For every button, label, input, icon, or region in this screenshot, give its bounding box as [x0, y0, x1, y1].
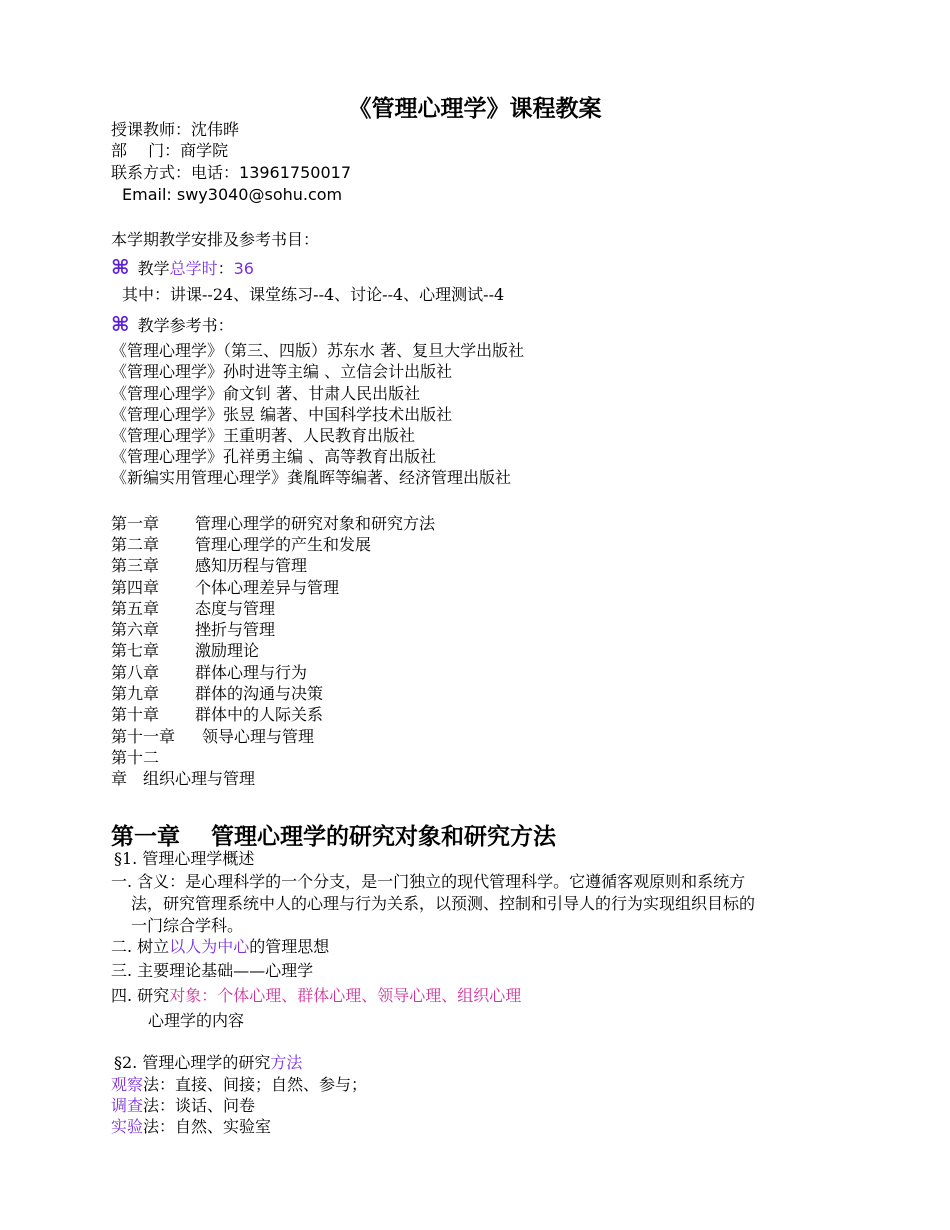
section-1-heading: §1. 管理心理学概述 — [114, 849, 255, 868]
book-item: 《管理心理学》孙时进等主编 、立信会计出版社 — [111, 362, 453, 381]
item-3: 三. 主要理论基础——心理学 — [111, 961, 314, 980]
chapter-number: 第九章 — [111, 684, 160, 703]
item-2 — [111, 937, 329, 957]
department-line: 部 门：商学院 — [111, 141, 229, 160]
chapter-name: 群体心理与行为 — [195, 663, 308, 682]
item-4 — [111, 986, 521, 1006]
chapter-number: 第六章 — [111, 620, 160, 639]
chapter-1-heading: 第一章 管理心理学的研究对象和研究方法 — [111, 823, 557, 850]
chapter-name: 管理心理学的研究对象和研究方法 — [195, 514, 436, 533]
method-name: 调查 — [111, 1096, 144, 1115]
method-item — [111, 1117, 271, 1137]
book-item: 《管理心理学》王重明著、人民教育出版社 — [111, 426, 416, 445]
chapter-item — [111, 684, 323, 704]
chapter-name: 个体心理差异与管理 — [195, 578, 340, 597]
email-line: Email: swy3040@sohu.com — [122, 185, 343, 204]
section-2-prefix: §2. 管理心理学的研究 — [114, 1053, 271, 1072]
item-2-prefix: 二. 树立 — [111, 937, 170, 956]
contact-line — [111, 163, 351, 183]
book-item: 《管理心理学》（第三、四版）苏东水 著、复旦大学出版社 — [111, 341, 525, 360]
chapter-name: 态度与管理 — [195, 599, 276, 618]
method-detail: 法：直接、间接；自然、参与； — [143, 1075, 368, 1094]
chapter-number: 第四章 — [111, 578, 160, 597]
command-bullet-icon: ⌘ — [111, 312, 130, 336]
chapter-12-line2: 章 组织心理与管理 — [111, 769, 256, 788]
chapter-number: 第十一章 — [111, 727, 176, 746]
page-title: 《管理心理学》课程教案 — [348, 95, 602, 122]
book-item: 《管理心理学》张昱 编著、中国科学技术出版社 — [111, 405, 453, 424]
chapter-item — [111, 578, 339, 598]
hours-label-highlight: 总学时 — [169, 259, 218, 278]
chapter-number: 第三章 — [111, 556, 160, 575]
chapter-name: 管理心理学的产生和发展 — [195, 535, 372, 554]
chapter-item — [111, 556, 307, 576]
command-bullet-icon: ⌘ — [111, 255, 130, 279]
chapter-name: 群体的沟通与决策 — [195, 684, 324, 703]
hours-colon: ： — [217, 259, 234, 278]
chapter-name: 激励理论 — [195, 641, 260, 660]
book-item: 《管理心理学》俞文钊 著、甘肃人民出版社 — [111, 384, 421, 403]
method-name: 观察 — [111, 1075, 144, 1094]
item-4-highlight: 对象：个体心理、群体心理、领导心理、组织心理 — [169, 986, 522, 1005]
chapter-item — [111, 727, 314, 747]
chapter-item — [111, 641, 259, 661]
item-4-sub: 心理学的内容 — [148, 1011, 245, 1030]
item-4-prefix: 四. 研究 — [111, 986, 170, 1005]
books-heading — [111, 314, 234, 336]
chapter-item — [111, 663, 307, 683]
hours-breakdown: 其中：讲课--24、课堂练习--4、讨论--4、心理测试--4 — [122, 285, 505, 304]
chapter-item — [111, 535, 371, 555]
schedule-heading: 本学期教学安排及参考书目： — [111, 230, 320, 249]
chapter-number: 第一章 — [111, 514, 160, 533]
chapter-name: 领导心理与管理 — [202, 727, 315, 746]
phone-number: 13961750017 — [239, 163, 351, 182]
chapter-number: 第七章 — [111, 641, 160, 660]
definition-line3: 一门综合学科。 — [131, 916, 244, 935]
chapter-name: 群体中的人际关系 — [195, 705, 324, 724]
hours-label-prefix: 教学 — [137, 259, 170, 278]
chapter-name: 感知历程与管理 — [195, 556, 308, 575]
book-item: 《管理心理学》孔祥勇主编 、高等教育出版社 — [111, 447, 437, 466]
definition-paragraph — [111, 871, 846, 937]
item-2-suffix: 的管理思想 — [249, 937, 330, 956]
section-2-heading — [114, 1053, 302, 1073]
chapter-number: 第十章 — [111, 705, 160, 724]
method-detail: 法：谈话、问卷 — [143, 1096, 256, 1115]
method-detail: 法：自然、实验室 — [143, 1117, 272, 1136]
definition-line1: 一. 含义：是心理科学的一个分支，是一门独立的现代管理科学。它遵循客观原则和系统方 — [111, 872, 746, 891]
chapter-item — [111, 514, 435, 534]
chapter-number: 第五章 — [111, 599, 160, 618]
books-heading-label: 教学参考书： — [137, 316, 234, 335]
chapter-item — [111, 620, 275, 640]
teacher-line: 授课教师：沈伟晔 — [111, 120, 240, 139]
definition-line2: 法，研究管理系统中人的心理与行为关系，以预测、控制和引导人的行为实现组织目标的 — [131, 894, 756, 913]
chapter-item — [111, 705, 323, 725]
chapter-name: 挫折与管理 — [195, 620, 276, 639]
contact-label: 联系方式：电话： — [111, 163, 240, 182]
method-item — [111, 1075, 367, 1095]
method-name: 实验 — [111, 1117, 144, 1136]
book-item: 《新编实用管理心理学》龚胤晖等编著、经济管理出版社 — [111, 468, 512, 487]
chapter-item — [111, 599, 275, 619]
hours-value: 36 — [233, 259, 254, 278]
item-2-highlight: 以人为中心 — [169, 937, 250, 956]
section-2-highlight: 方法 — [270, 1053, 303, 1072]
method-item — [111, 1096, 255, 1116]
chapter-number: 第二章 — [111, 535, 160, 554]
chapter-12-line1: 第十二 — [111, 748, 160, 767]
chapter-number: 第八章 — [111, 663, 160, 682]
total-hours-line — [111, 257, 254, 279]
